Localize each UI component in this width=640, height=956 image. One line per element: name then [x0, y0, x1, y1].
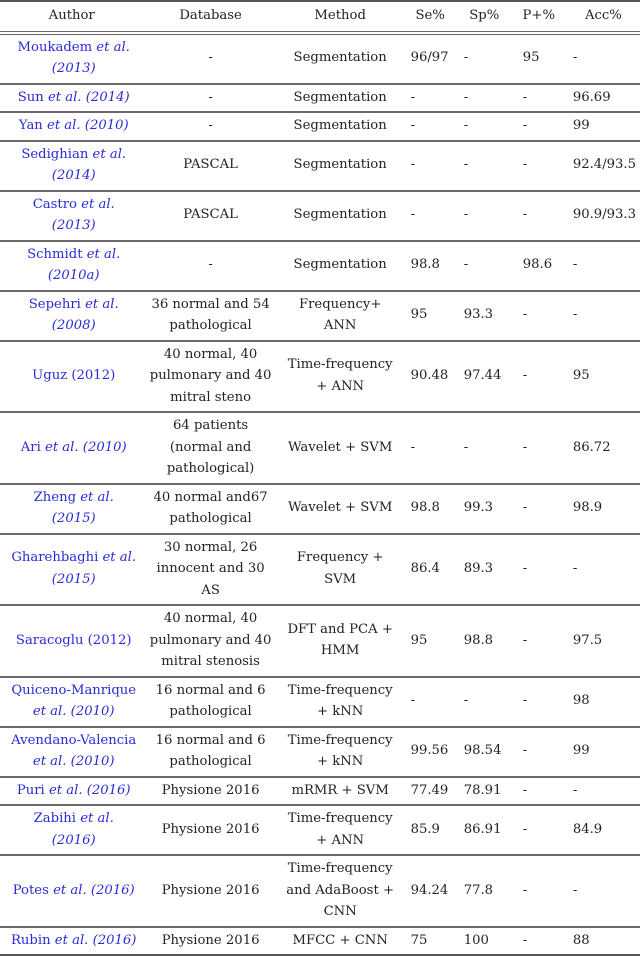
author-name: Moukadem	[17, 39, 93, 55]
author-etal: et al.	[96, 39, 130, 55]
pp-cell: -	[511, 727, 567, 777]
author-name: Sun	[17, 89, 44, 105]
method-cell: Segmentation	[278, 141, 403, 191]
table-row	[0, 727, 640, 777]
table-row	[0, 855, 640, 927]
table-row	[0, 341, 640, 413]
author-link[interactable]	[0, 241, 143, 291]
author-etal: et al.	[81, 196, 115, 212]
author-year: (2010)	[84, 118, 129, 133]
author-link[interactable]	[0, 412, 143, 484]
author-etal: et al.	[92, 146, 127, 162]
acc-cell: 96.69	[567, 84, 640, 113]
se-cell: 95	[403, 605, 458, 677]
se-cell: 86.4	[403, 534, 458, 606]
acc-cell: 99	[567, 112, 640, 141]
table-row	[0, 241, 640, 291]
pp-cell: -	[511, 291, 567, 341]
header-pp: P+%	[511, 1, 567, 33]
sp-cell: -	[458, 33, 511, 84]
author-name: Saracoglu	[15, 632, 84, 648]
se-cell: 94.24	[403, 855, 458, 927]
author-name: Uguz	[32, 368, 68, 383]
author-name: Rubin	[11, 932, 51, 948]
table-row	[0, 84, 640, 113]
author-year: (2014)	[85, 89, 130, 105]
method-cell: Time-frequency + kNN	[278, 727, 403, 777]
author-year: (2016)	[90, 882, 135, 898]
author-name: Sepehri	[28, 296, 81, 312]
author-name: Avendano-Valencia	[11, 732, 137, 748]
header-author: Author	[0, 1, 143, 33]
sp-cell: -	[458, 412, 511, 484]
acc-cell: 92.4/93.5	[567, 141, 640, 191]
acc-cell: 90.9/93.3	[567, 191, 640, 241]
author-etal: et al.	[80, 489, 114, 505]
author-year: (2010)	[70, 754, 115, 769]
pp-cell: 95	[511, 33, 567, 84]
database-cell: -	[143, 241, 277, 291]
table-row	[0, 412, 640, 484]
author-year: (2010)	[70, 704, 115, 719]
se-cell: 98.8	[403, 484, 458, 534]
acc-cell: 84.9	[567, 805, 640, 855]
author-link[interactable]	[0, 805, 143, 855]
method-cell: Time-frequency + ANN	[278, 805, 403, 855]
acc-cell: -	[567, 534, 640, 606]
database-cell: PASCAL	[143, 191, 277, 241]
pp-cell: 98.6	[511, 241, 567, 291]
se-cell: 90.48	[403, 341, 458, 413]
author-link[interactable]	[0, 341, 143, 413]
database-cell: PASCAL	[143, 141, 277, 191]
author-etal: et al.	[32, 704, 67, 719]
se-cell: -	[403, 191, 458, 241]
database-cell: Physione 2016	[143, 805, 277, 855]
author-year: (2014)	[51, 168, 96, 183]
author-year: (2008)	[51, 318, 96, 333]
author-etal: et al.	[102, 550, 137, 566]
table-row	[0, 141, 640, 191]
author-link[interactable]	[0, 677, 143, 727]
table-row	[0, 927, 640, 956]
author-year: (2016)	[86, 782, 131, 798]
author-link[interactable]	[0, 484, 143, 534]
method-cell: Segmentation	[278, 191, 403, 241]
method-cell: Wavelet + SVM	[278, 412, 403, 484]
method-cell: Time-frequency and AdaBoost + CNN	[278, 855, 403, 927]
table-row	[0, 777, 640, 806]
acc-cell: -	[567, 291, 640, 341]
pp-cell: -	[511, 191, 567, 241]
pp-cell: -	[511, 484, 567, 534]
acc-cell: -	[567, 777, 640, 806]
sp-cell: 97.44	[458, 341, 511, 413]
acc-cell: 98	[567, 677, 640, 727]
author-year: (2016)	[51, 832, 96, 848]
se-cell: -	[403, 84, 458, 113]
acc-cell: 98.9	[567, 484, 640, 534]
se-cell: 98.8	[403, 241, 458, 291]
database-cell: 64 patients (normal and pathological)	[143, 412, 277, 484]
sp-cell: 98.54	[458, 727, 511, 777]
author-name: Ari	[20, 439, 41, 455]
author-year: (2012)	[87, 632, 132, 648]
author-year: (2010)	[82, 439, 127, 455]
database-cell: -	[143, 33, 277, 84]
author-link[interactable]	[0, 727, 143, 777]
pp-cell: -	[511, 84, 567, 113]
author-link[interactable]	[0, 191, 143, 241]
author-etal: et al.	[86, 246, 121, 262]
se-cell: 85.9	[403, 805, 458, 855]
author-link[interactable]	[0, 84, 143, 113]
database-cell: 16 normal and 6 pathological	[143, 727, 277, 777]
pp-cell: -	[511, 112, 567, 141]
acc-cell: -	[567, 241, 640, 291]
table-body	[0, 33, 640, 956]
method-cell: Frequency+ ANN	[278, 291, 403, 341]
sp-cell: 86.91	[458, 805, 511, 855]
author-year: (2012)	[71, 368, 116, 383]
table-row	[0, 805, 640, 855]
database-cell: Physione 2016	[143, 855, 277, 927]
method-cell: Segmentation	[278, 84, 403, 113]
sp-cell: -	[458, 241, 511, 291]
se-cell: -	[403, 112, 458, 141]
acc-cell: 95	[567, 341, 640, 413]
pp-cell: -	[511, 141, 567, 191]
author-etal: et al.	[80, 811, 114, 826]
pp-cell: -	[511, 777, 567, 806]
method-cell: Time-frequency + ANN	[278, 341, 403, 413]
author-link[interactable]	[0, 855, 143, 927]
table-row	[0, 534, 640, 606]
author-link[interactable]	[0, 605, 143, 677]
author-etal: et al.	[53, 882, 87, 898]
table-row	[0, 677, 640, 727]
sp-cell: -	[458, 112, 511, 141]
author-year: (2013)	[51, 218, 96, 233]
author-name: Quiceno-Manrique	[11, 682, 137, 698]
method-cell: Frequency + SVM	[278, 534, 403, 606]
sp-cell: 89.3	[458, 534, 511, 606]
database-cell: 36 normal and 54 pathological	[143, 291, 277, 341]
acc-cell: 99	[567, 727, 640, 777]
author-link[interactable]	[0, 141, 143, 191]
se-cell: 75	[403, 927, 458, 956]
author-etal: et al.	[85, 296, 119, 312]
pp-cell: -	[511, 534, 567, 606]
author-link[interactable]	[0, 291, 143, 341]
pp-cell: -	[511, 805, 567, 855]
database-cell: 40 normal, 40 pulmonary and 40 mitral stenosis	[143, 605, 277, 677]
author-name: Gharehbaghi	[11, 550, 99, 566]
se-cell: 96/97	[403, 33, 458, 84]
author-etal: et al.	[32, 754, 67, 769]
database-cell: -	[143, 84, 277, 113]
sp-cell: 78.91	[458, 777, 511, 806]
author-year: (2015)	[51, 511, 96, 526]
author-year: (2013)	[51, 61, 96, 76]
author-etal: et al.	[48, 782, 83, 798]
table-row	[0, 291, 640, 341]
author-link[interactable]	[0, 534, 143, 606]
author-name: Puri	[16, 782, 45, 798]
method-cell: Segmentation	[278, 241, 403, 291]
database-cell: 40 normal, 40 pulmonary and 40 mitral steno	[143, 341, 277, 413]
author-name: Sedighian	[21, 146, 89, 162]
author-name: Yan	[18, 118, 43, 133]
database-cell: 16 normal and 6 pathological	[143, 677, 277, 727]
sp-cell: -	[458, 191, 511, 241]
author-name: Schmidt	[27, 246, 83, 262]
pp-cell: -	[511, 677, 567, 727]
database-cell: 40 normal and67 pathological	[143, 484, 277, 534]
database-cell: 30 normal, 26 innocent and 30 AS	[143, 534, 277, 606]
table-row	[0, 191, 640, 241]
database-cell: Physione 2016	[143, 777, 277, 806]
acc-cell: 86.72	[567, 412, 640, 484]
author-link[interactable]	[0, 112, 143, 141]
method-cell: Wavelet + SVM	[278, 484, 403, 534]
pp-cell: -	[511, 927, 567, 956]
author-name: Zabihi	[33, 811, 77, 826]
se-cell: -	[403, 412, 458, 484]
author-link[interactable]	[0, 777, 143, 806]
header-row	[0, 1, 640, 33]
sp-cell: -	[458, 141, 511, 191]
pp-cell: -	[511, 855, 567, 927]
author-name: Potes	[12, 882, 49, 898]
header-sp: Sp%	[458, 1, 511, 33]
header-database: Database	[143, 1, 277, 33]
author-year: (2016)	[92, 932, 137, 948]
se-cell: 77.49	[403, 777, 458, 806]
author-link[interactable]	[0, 927, 143, 956]
sp-cell: -	[458, 84, 511, 113]
header-se: Se%	[403, 1, 458, 33]
method-cell: Time-frequency + kNN	[278, 677, 403, 727]
sp-cell: -	[458, 677, 511, 727]
author-etal: et al.	[47, 118, 81, 133]
author-link[interactable]	[0, 33, 143, 84]
acc-cell: -	[567, 855, 640, 927]
author-etal: et al.	[48, 89, 82, 105]
table-row	[0, 484, 640, 534]
table-row	[0, 605, 640, 677]
sp-cell: 93.3	[458, 291, 511, 341]
header-method: Method	[278, 1, 403, 33]
method-cell: Segmentation	[278, 112, 403, 141]
se-cell: -	[403, 141, 458, 191]
sp-cell: 77.8	[458, 855, 511, 927]
author-etal: et al.	[45, 439, 79, 455]
header-acc: Acc%	[567, 1, 640, 33]
sp-cell: 100	[458, 927, 511, 956]
sp-cell: 98.8	[458, 605, 511, 677]
acc-cell: -	[567, 33, 640, 84]
se-cell: 95	[403, 291, 458, 341]
sp-cell: 99.3	[458, 484, 511, 534]
author-name: Zheng	[33, 489, 77, 505]
pp-cell: -	[511, 341, 567, 413]
pp-cell: -	[511, 605, 567, 677]
se-cell: -	[403, 677, 458, 727]
author-year: (2010a)	[47, 268, 100, 283]
method-cell: Segmentation	[278, 33, 403, 84]
table-row	[0, 112, 640, 141]
database-cell: -	[143, 112, 277, 141]
method-cell: mRMR + SVM	[278, 777, 403, 806]
table-row	[0, 33, 640, 84]
method-cell: MFCC + CNN	[278, 927, 403, 956]
se-cell: 99.56	[403, 727, 458, 777]
database-cell: Physione 2016	[143, 927, 277, 956]
acc-cell: 97.5	[567, 605, 640, 677]
author-year: (2015)	[51, 571, 96, 587]
author-etal: et al.	[54, 932, 89, 948]
acc-cell: 88	[567, 927, 640, 956]
pp-cell: -	[511, 412, 567, 484]
method-cell: DFT and PCA + HMM	[278, 605, 403, 677]
author-name: Castro	[32, 196, 77, 212]
